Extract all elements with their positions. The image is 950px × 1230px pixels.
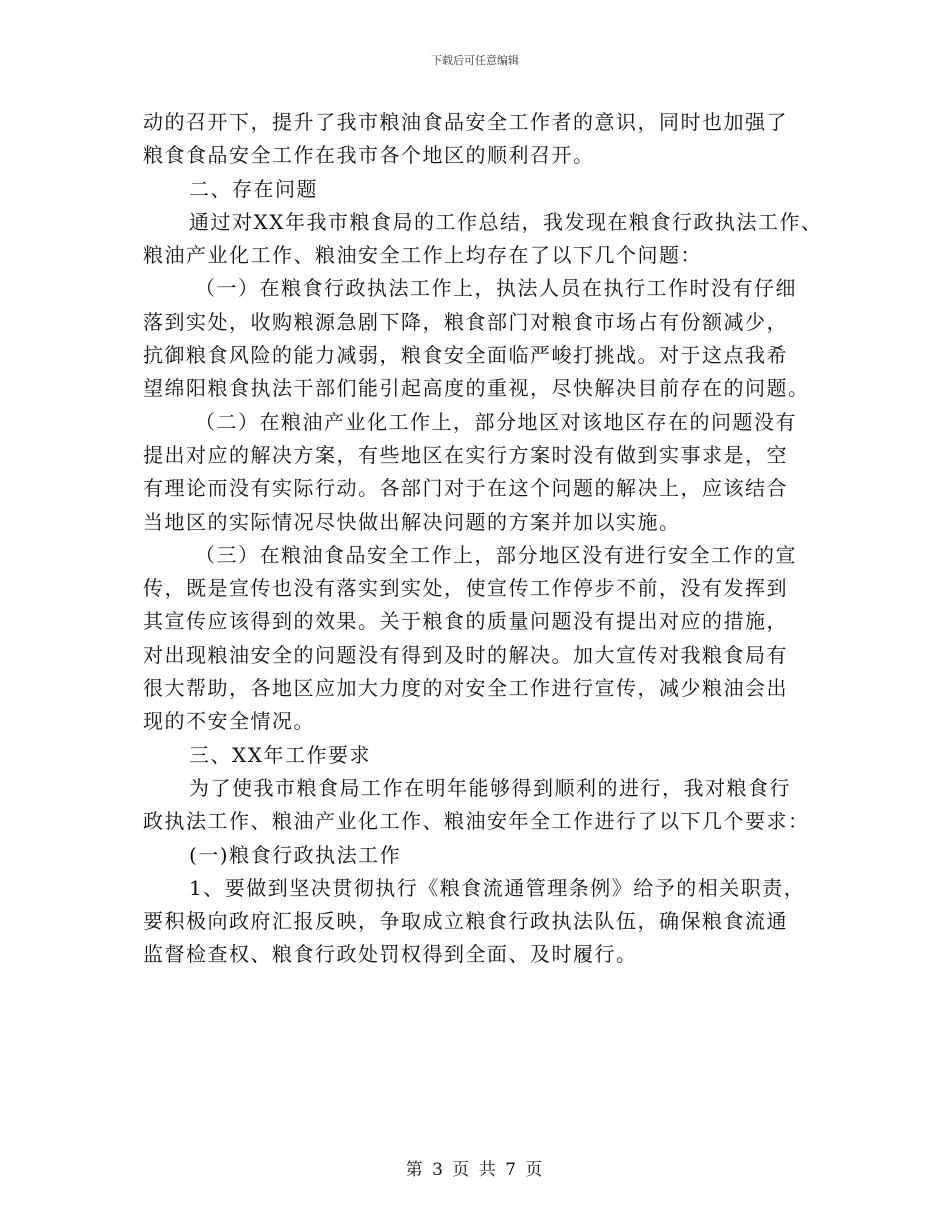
text-line: 提出对应的解决方案，有些地区在实行方案时没有做到实事求是，空 — [143, 442, 788, 467]
text-line: 传，既是宣传也没有落实到实处，使宣传工作停步不前，没有发挥到 — [143, 576, 788, 601]
text-line: 望绵阳粮食执法干部们能引起高度的重视，尽快解决目前存在的问题。 — [143, 376, 810, 401]
page-footer-number: 第 3 页 共 7 页 — [405, 1160, 545, 1180]
text-line: 落到实处，收购粮源急剧下降，粮食部门对粮食市场占有份额减少， — [143, 309, 788, 334]
text-line: 为了使我市粮食局工作在明年能够得到顺利的进行，我对粮食行 — [189, 775, 791, 800]
text-line: 抗御粮食风险的能力减弱，粮食安全面临严峻打挑战。对于这点我希 — [143, 343, 788, 368]
text-line: 很大帮助，各地区应加大力度的对安全工作进行宣传，减少粮油会出 — [143, 676, 788, 701]
text-line: 要积极向政府汇报反映，争取成立粮食行政执法队伍，确保粮食流通 — [143, 909, 788, 934]
text-line: 通过对XX年我市粮食局的工作总结，我发现在粮食行政执法工作、 — [189, 209, 823, 234]
text-line: 有理论而没有实际行动。各部门对于在这个问题的解决上，应该结合 — [143, 476, 788, 501]
text-line: 当地区的实际情况尽快做出解决问题的方案并加以实施。 — [143, 509, 681, 534]
document-body — [143, 106, 823, 972]
text-line: 其宣传应该得到的效果。关于粮食的质量问题没有提出对应的措施， — [143, 609, 788, 634]
text-line: 三、XX年工作要求 — [189, 742, 371, 767]
text-line: 粮食食品安全工作在我市各个地区的顺利召开。 — [143, 143, 595, 168]
text-line: 对出现粮油安全的问题没有得到及时的解决。加大宣传对我粮食局有 — [143, 642, 788, 667]
text-line: 1、要做到坚决贯彻执行《粮食流通管理条例》给予的相关职责， — [189, 875, 806, 900]
text-line: 现的不安全情况。 — [143, 709, 315, 734]
text-line: 政执法工作、粮油产业化工作、粮油安年全工作进行了以下几个要求： — [143, 809, 810, 834]
text-line: 监督检查权、粮食行政处罚权得到全面、及时履行。 — [143, 942, 638, 967]
text-line: （三）在粮油食品安全工作上，部分地区没有进行安全工作的宣 — [195, 542, 797, 567]
text-line: （一）在粮食行政执法工作上，执法人员在执行工作时没有仔细 — [195, 276, 797, 301]
text-line: 动的召开下，提升了我市粮油食品安全工作者的意识，同时也加强了 — [143, 110, 788, 134]
text-line: 粮油产业化工作、粮油安全工作上均存在了以下几个问题： — [143, 243, 702, 268]
text-line: （二）在粮油产业化工作上，部分地区对该地区存在的问题没有 — [195, 409, 797, 434]
text-line: (一)粮食行政执法工作 — [189, 842, 402, 867]
text-line: 二、存在问题 — [189, 176, 318, 201]
page-header-note: 下载后可任意编辑 — [431, 54, 519, 67]
